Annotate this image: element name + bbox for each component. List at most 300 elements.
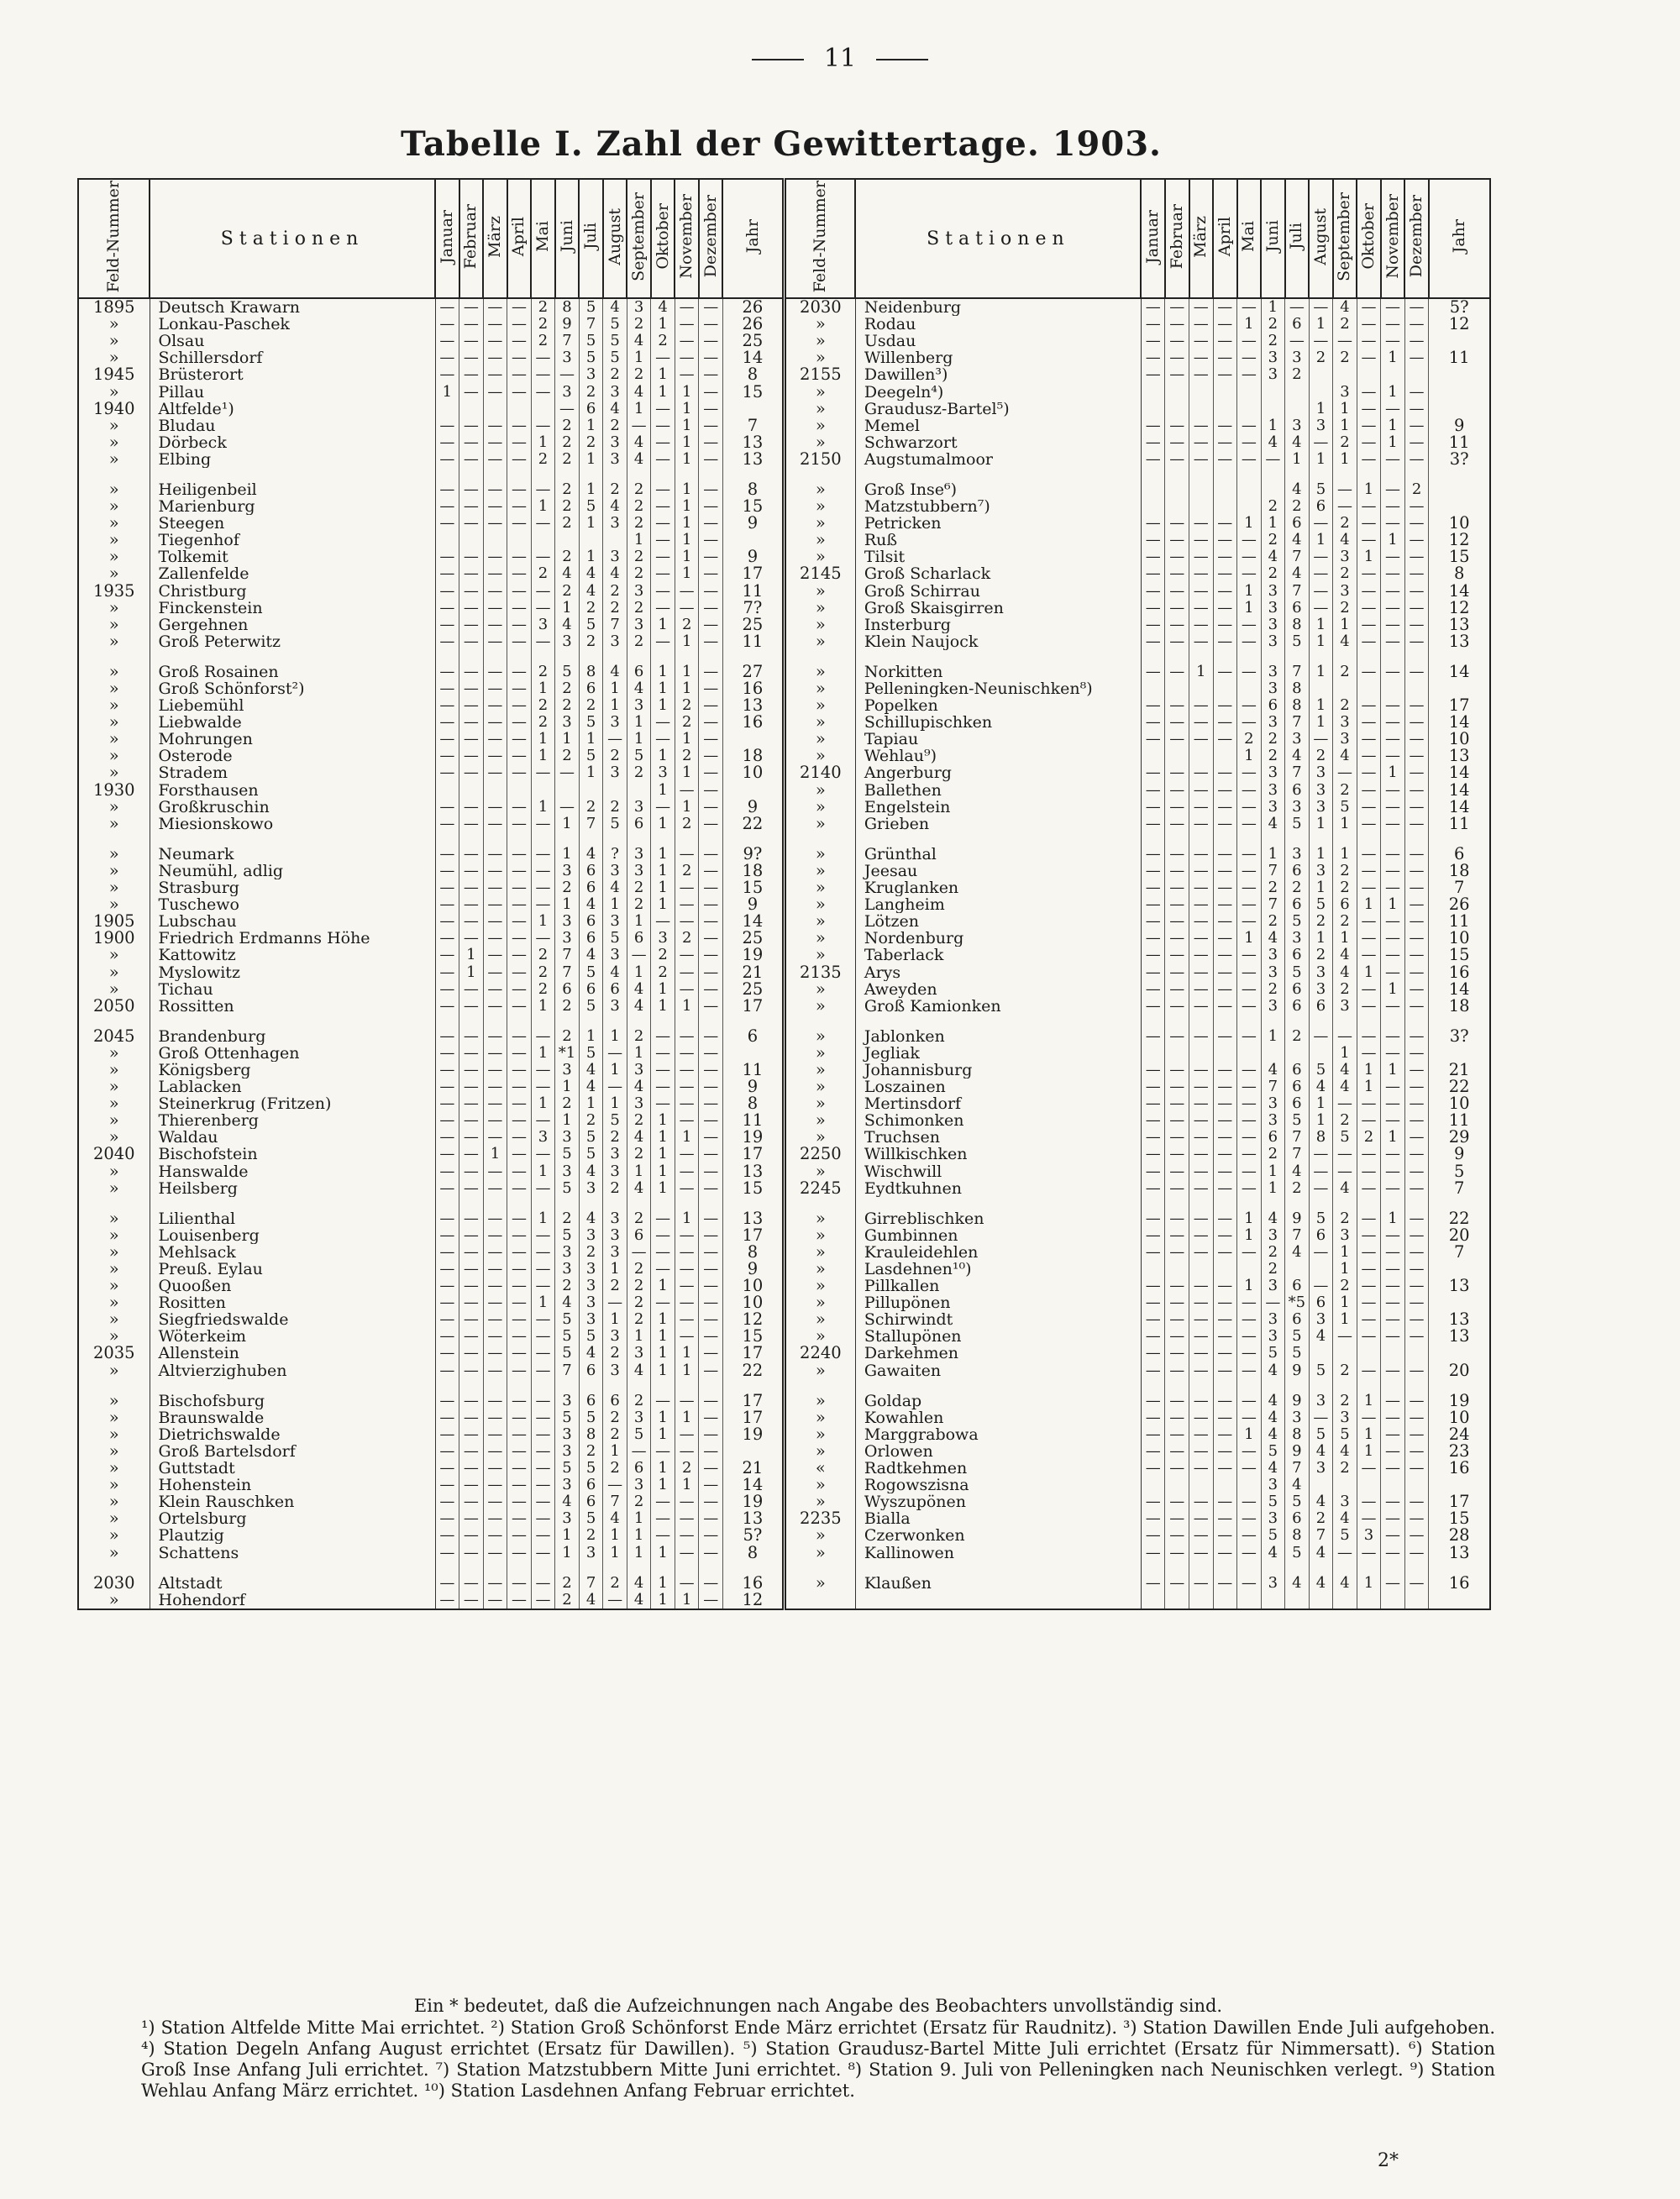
- month-value: —: [1141, 1460, 1165, 1477]
- month-value: 1: [651, 697, 675, 714]
- month-value: 2: [579, 799, 603, 816]
- feld-nummer: »: [784, 1079, 855, 1095]
- month-value: —: [1213, 1244, 1237, 1261]
- month-value: —: [1165, 846, 1189, 863]
- station-name: Arys: [855, 963, 1141, 980]
- month-value: —: [1213, 1362, 1237, 1379]
- feld-nummer: 1905: [78, 913, 150, 930]
- year-total: [1429, 498, 1490, 515]
- month-value: —: [483, 846, 507, 863]
- month-value: 1: [1381, 1210, 1405, 1227]
- month-value: —: [1141, 1278, 1165, 1294]
- month-value: 2: [627, 366, 651, 383]
- month-value: 3: [1285, 799, 1310, 816]
- month-value: 6: [1285, 1510, 1310, 1527]
- month-value: 1: [1237, 316, 1262, 333]
- month-value: —: [483, 1180, 507, 1197]
- month-value: 4: [603, 298, 627, 316]
- feld-nummer: 2050: [78, 998, 150, 1015]
- month-value: —: [1165, 1227, 1189, 1244]
- year-total: 12: [722, 1311, 784, 1328]
- month-value: —: [483, 1393, 507, 1409]
- month-value: 2: [1333, 1112, 1357, 1129]
- month-value: —: [651, 1095, 675, 1112]
- month-value: 1: [675, 383, 699, 400]
- month-value: —: [1141, 451, 1165, 468]
- month-value: —: [675, 1146, 699, 1162]
- month-value: —: [699, 481, 723, 498]
- month-value: 4: [627, 434, 651, 451]
- feld-nummer: »: [784, 1362, 855, 1379]
- month-value: 2: [627, 1028, 651, 1045]
- month-value: —: [1213, 434, 1237, 451]
- month-value: —: [507, 383, 532, 400]
- station-name: Bialla: [855, 1510, 1141, 1527]
- empty-cell: [459, 1561, 484, 1575]
- year-total: [1429, 680, 1490, 697]
- month-value: 3: [1261, 1477, 1285, 1493]
- month-value: —: [531, 1393, 555, 1409]
- month-value: 1: [1357, 548, 1381, 565]
- table-row: [78, 1426, 1490, 1443]
- month-value: 1: [1309, 633, 1333, 650]
- stationen-header: [855, 179, 1141, 298]
- empty-cell: [459, 1197, 484, 1210]
- month-value: 1: [651, 896, 675, 913]
- month-value: 2: [1333, 565, 1357, 582]
- empty-cell: [675, 1561, 699, 1575]
- month-value: 5: [555, 1460, 580, 1477]
- station-name: Kruglanken: [855, 879, 1141, 896]
- month-header-label: Dezember: [1407, 195, 1426, 278]
- feld-nummer: 2045: [78, 1028, 150, 1045]
- month-value: 7: [1285, 1146, 1310, 1162]
- empty-cell: [507, 650, 532, 664]
- empty-cell: [1404, 650, 1429, 664]
- month-value: 2: [627, 1311, 651, 1328]
- month-value: [435, 401, 459, 417]
- month-value: 5: [1285, 816, 1310, 832]
- year-total: 15: [1429, 1510, 1490, 1527]
- month-value: —: [699, 1079, 723, 1095]
- month-value: —: [1404, 697, 1429, 714]
- month-value: —: [435, 764, 459, 781]
- station-name: Miesionskowo: [150, 816, 435, 832]
- empty-cell: [1261, 1561, 1285, 1575]
- month-value: 2: [627, 633, 651, 650]
- month-value: 2: [627, 896, 651, 913]
- month-value: [435, 782, 459, 799]
- station-name: Orlowen: [855, 1443, 1141, 1460]
- month-value: 2: [675, 697, 699, 714]
- year-total: 11: [1429, 1112, 1490, 1129]
- month-value: 4: [651, 298, 675, 316]
- month-value: —: [1333, 481, 1357, 498]
- month-value: 3: [627, 846, 651, 863]
- year-total: 17: [722, 1345, 784, 1362]
- month-value: 1: [675, 1362, 699, 1379]
- month-value: —: [435, 617, 459, 633]
- month-value: —: [531, 1426, 555, 1443]
- month-value: [1165, 748, 1189, 764]
- table-row: [78, 1028, 1490, 1045]
- month-value: —: [699, 617, 723, 633]
- month-value: —: [507, 1129, 532, 1146]
- station-name: Truchsen: [855, 1129, 1141, 1146]
- empty-cell: [459, 468, 484, 481]
- month-value: —: [1189, 1062, 1214, 1079]
- month-value: 4: [555, 1493, 580, 1510]
- month-value: —: [1357, 434, 1381, 451]
- month-value: —: [699, 748, 723, 764]
- month-value: 9: [1285, 1210, 1310, 1227]
- empty-cell: [1261, 1379, 1285, 1393]
- empty-cell: [651, 1197, 675, 1210]
- station-name: Lubschau: [150, 913, 435, 930]
- empty-cell: [459, 1015, 484, 1028]
- month-value: 7: [1261, 896, 1285, 913]
- month-value: 5: [579, 748, 603, 764]
- month-value: —: [459, 583, 484, 600]
- month-value: 2: [579, 633, 603, 650]
- month-value: —: [675, 913, 699, 930]
- station-name: Finckenstein: [150, 600, 435, 617]
- month-value: —: [459, 1544, 484, 1561]
- month-value: 1: [651, 782, 675, 799]
- month-value: —: [435, 298, 459, 316]
- month-value: —: [1189, 1426, 1214, 1443]
- month-value: —: [1404, 1227, 1429, 1244]
- month-value: —: [1404, 1328, 1429, 1345]
- month-value: 5: [627, 1426, 651, 1443]
- empty-cell: [722, 1561, 784, 1575]
- month-value: —: [1237, 1527, 1262, 1544]
- month-value: 2: [579, 1112, 603, 1129]
- feld-nummer: »: [784, 863, 855, 879]
- month-value: 1: [603, 697, 627, 714]
- month-value: 1: [675, 998, 699, 1015]
- feld-nummer: »: [78, 1510, 150, 1527]
- month-value: 1: [1261, 298, 1285, 316]
- empty-cell: [1261, 832, 1285, 846]
- month-value: —: [651, 515, 675, 532]
- month-value: 1: [1381, 417, 1405, 434]
- month-value: —: [483, 714, 507, 731]
- month-value: —: [1404, 565, 1429, 582]
- month-value: —: [1189, 1575, 1214, 1592]
- month-value: —: [1141, 947, 1165, 963]
- month-value: 7: [1285, 1129, 1310, 1146]
- month-value: 1: [651, 1129, 675, 1146]
- month-value: —: [1381, 731, 1405, 748]
- month-value: 4: [627, 451, 651, 468]
- month-value: 4: [603, 879, 627, 896]
- month-value: —: [1357, 1163, 1381, 1180]
- month-value: 4: [1261, 434, 1285, 451]
- empty-cell: [555, 468, 580, 481]
- feld-nummer: »: [78, 947, 150, 963]
- month-value: —: [459, 1146, 484, 1162]
- month-value: 5: [555, 1311, 580, 1328]
- empty-cell: [1141, 1592, 1165, 1609]
- year-total: [722, 532, 784, 548]
- month-value: —: [1141, 532, 1165, 548]
- month-value: 3: [1309, 417, 1333, 434]
- table-row: [78, 832, 1490, 846]
- month-value: —: [699, 498, 723, 515]
- month-value: 2: [1333, 879, 1357, 896]
- empty-cell: [1213, 1197, 1237, 1210]
- month-value: 5: [555, 664, 580, 680]
- month-value: —: [483, 515, 507, 532]
- month-value: —: [1189, 1244, 1214, 1261]
- month-value: —: [1189, 1028, 1214, 1045]
- thunderstorm-days-table: [77, 178, 1491, 1610]
- table-row: [78, 1527, 1490, 1544]
- month-value: —: [1213, 879, 1237, 896]
- month-value: —: [651, 1393, 675, 1409]
- month-value: 2: [579, 600, 603, 617]
- month-value: —: [1381, 1112, 1405, 1129]
- empty-cell: [1285, 1197, 1310, 1210]
- feld-nummer: »: [78, 1294, 150, 1311]
- month-value: 6: [1333, 896, 1357, 913]
- month-value: —: [699, 680, 723, 697]
- month-value: —: [1404, 799, 1429, 816]
- month-value: 1: [603, 1062, 627, 1079]
- month-value: 6: [603, 1393, 627, 1409]
- month-value: —: [1404, 731, 1429, 748]
- month-value: —: [1404, 600, 1429, 617]
- month-value: 8: [579, 1426, 603, 1443]
- month-value: —: [483, 481, 507, 498]
- month-value: 3: [1261, 1510, 1285, 1527]
- month-value: 5: [1285, 963, 1310, 980]
- month-value: —: [459, 316, 484, 333]
- empty-cell: [507, 468, 532, 481]
- station-name: Gumbinnen: [855, 1227, 1141, 1244]
- month-value: —: [1261, 1294, 1285, 1311]
- year-total: 7: [1429, 1180, 1490, 1197]
- month-value: —: [1165, 697, 1189, 714]
- year-total: 26: [1429, 896, 1490, 913]
- month-value: —: [507, 1079, 532, 1095]
- month-value: 3: [1261, 998, 1285, 1015]
- empty-cell: [579, 1197, 603, 1210]
- month-value: 3: [603, 863, 627, 879]
- month-value: —: [1404, 1095, 1429, 1112]
- month-value: 1: [651, 1163, 675, 1180]
- month-value: —: [1141, 846, 1165, 863]
- month-header: [435, 179, 459, 298]
- year-total: 12: [1429, 316, 1490, 333]
- empty-cell: [555, 650, 580, 664]
- station-name: Schillupischken: [855, 714, 1141, 731]
- month-value: [1237, 1045, 1262, 1062]
- year-total: 16: [722, 1575, 784, 1592]
- year-total: 19: [722, 1129, 784, 1146]
- stationen-header: [150, 179, 435, 298]
- month-value: —: [1285, 333, 1310, 349]
- month-value: 1: [651, 1146, 675, 1162]
- feld-nummer: »: [78, 617, 150, 633]
- month-value: 4: [1261, 816, 1285, 832]
- month-value: —: [1357, 748, 1381, 764]
- empty-cell: [1333, 832, 1357, 846]
- feld-nummer: »: [784, 383, 855, 400]
- feld-nummer: »: [784, 1163, 855, 1180]
- month-value: [1285, 383, 1310, 400]
- feld-nummer: »: [784, 1477, 855, 1493]
- year-total: [1429, 1294, 1490, 1311]
- empty-cell: [531, 1015, 555, 1028]
- month-value: 2: [675, 863, 699, 879]
- empty-cell: [1381, 1592, 1405, 1609]
- year-total: 19: [722, 947, 784, 963]
- month-value: [507, 401, 532, 417]
- month-value: —: [1357, 349, 1381, 366]
- month-value: —: [435, 600, 459, 617]
- month-value: —: [675, 896, 699, 913]
- month-value: —: [1141, 998, 1165, 1015]
- month-value: —: [1165, 1493, 1189, 1510]
- month-value: 1: [675, 1592, 699, 1609]
- month-value: —: [507, 697, 532, 714]
- station-name: Klein Rauschken: [150, 1493, 435, 1510]
- month-value: —: [1165, 1163, 1189, 1180]
- month-value: [1333, 680, 1357, 697]
- month-value: 3: [1333, 383, 1357, 400]
- station-name: Guttstadt: [150, 1460, 435, 1477]
- month-value: —: [531, 1527, 555, 1544]
- feld-nummer: »: [78, 680, 150, 697]
- station-name: Norkitten: [855, 664, 1141, 680]
- month-value: 6: [579, 1362, 603, 1379]
- month-value: —: [1165, 565, 1189, 582]
- month-value: —: [507, 633, 532, 650]
- month-value: 2: [1285, 498, 1310, 515]
- table-row: [78, 816, 1490, 832]
- month-value: 4: [579, 583, 603, 600]
- month-value: 5: [1333, 1426, 1357, 1443]
- month-value: —: [1381, 714, 1405, 731]
- month-value: 7: [555, 963, 580, 980]
- month-value: 1: [1309, 846, 1333, 863]
- month-value: —: [1357, 298, 1381, 316]
- table-row: [78, 333, 1490, 349]
- empty-cell: [603, 832, 627, 846]
- month-value: —: [459, 481, 484, 498]
- month-value: 1: [1333, 617, 1357, 633]
- month-value: —: [1141, 1227, 1165, 1244]
- month-value: —: [483, 1079, 507, 1095]
- month-value: 6: [1285, 981, 1310, 998]
- month-value: 5: [579, 963, 603, 980]
- month-value: [1141, 748, 1165, 764]
- empty-cell: [699, 1015, 723, 1028]
- feld-nummer: »: [784, 515, 855, 532]
- empty-cell: [1237, 1379, 1262, 1393]
- month-value: —: [1213, 1079, 1237, 1095]
- year-total: 15: [722, 383, 784, 400]
- year-total: 10: [1429, 515, 1490, 532]
- month-value: —: [1189, 1544, 1214, 1561]
- month-value: —: [483, 1345, 507, 1362]
- month-value: —: [435, 316, 459, 333]
- month-value: —: [699, 998, 723, 1015]
- month-value: 4: [1261, 1460, 1285, 1477]
- month-value: —: [1381, 930, 1405, 947]
- month-value: 9: [555, 316, 580, 333]
- year-total: 9: [722, 896, 784, 913]
- month-value: —: [1189, 1227, 1214, 1244]
- month-value: —: [435, 930, 459, 947]
- station-name: Groß Peterwitz: [150, 633, 435, 650]
- month-value: —: [435, 333, 459, 349]
- empty-cell: [507, 832, 532, 846]
- month-value: [579, 782, 603, 799]
- month-value: 1: [1333, 1294, 1357, 1311]
- month-value: 4: [1333, 963, 1357, 980]
- month-value: 2: [531, 981, 555, 998]
- month-header: [1285, 179, 1310, 298]
- empty-cell: [1213, 1015, 1237, 1028]
- empty-cell: [784, 1379, 855, 1393]
- year-total: 13: [722, 1510, 784, 1527]
- empty-cell: [1381, 1379, 1405, 1393]
- month-value: —: [1237, 1393, 1262, 1409]
- month-value: —: [1357, 1045, 1381, 1062]
- month-value: —: [507, 333, 532, 349]
- month-value: —: [699, 417, 723, 434]
- month-value: 2: [579, 697, 603, 714]
- month-value: 1: [579, 417, 603, 434]
- month-value: —: [459, 896, 484, 913]
- month-value: —: [459, 1592, 484, 1609]
- month-value: —: [1189, 782, 1214, 799]
- month-value: 2: [555, 1210, 580, 1227]
- station-name: Schillersdorf: [150, 349, 435, 366]
- month-value: 3: [603, 633, 627, 650]
- month-value: 4: [1333, 298, 1357, 316]
- month-value: 2: [531, 697, 555, 714]
- year-total: 9: [1429, 1146, 1490, 1162]
- month-value: —: [435, 1527, 459, 1544]
- month-value: —: [507, 600, 532, 617]
- feld-nummer: »: [784, 697, 855, 714]
- month-value: 1: [1333, 930, 1357, 947]
- month-value: 5: [555, 1328, 580, 1345]
- feld-nummer: »: [784, 498, 855, 515]
- month-value: 6: [1285, 515, 1310, 532]
- month-value: —: [651, 1493, 675, 1510]
- table-row: [78, 383, 1490, 400]
- station-name: Ortelsburg: [150, 1510, 435, 1527]
- month-value: —: [507, 417, 532, 434]
- month-value: 5: [1309, 1426, 1333, 1443]
- month-value: 1: [675, 633, 699, 650]
- month-value: —: [1381, 863, 1405, 879]
- month-value: —: [1309, 548, 1333, 565]
- month-header-label: April: [509, 216, 528, 257]
- month-value: —: [1381, 1510, 1405, 1527]
- station-name: Groß Skaisgirren: [855, 600, 1141, 617]
- month-value: —: [507, 1244, 532, 1261]
- feld-nummer: »: [78, 498, 150, 515]
- month-value: 1: [1333, 1261, 1357, 1278]
- month-header: [675, 179, 699, 298]
- empty-cell: [627, 468, 651, 481]
